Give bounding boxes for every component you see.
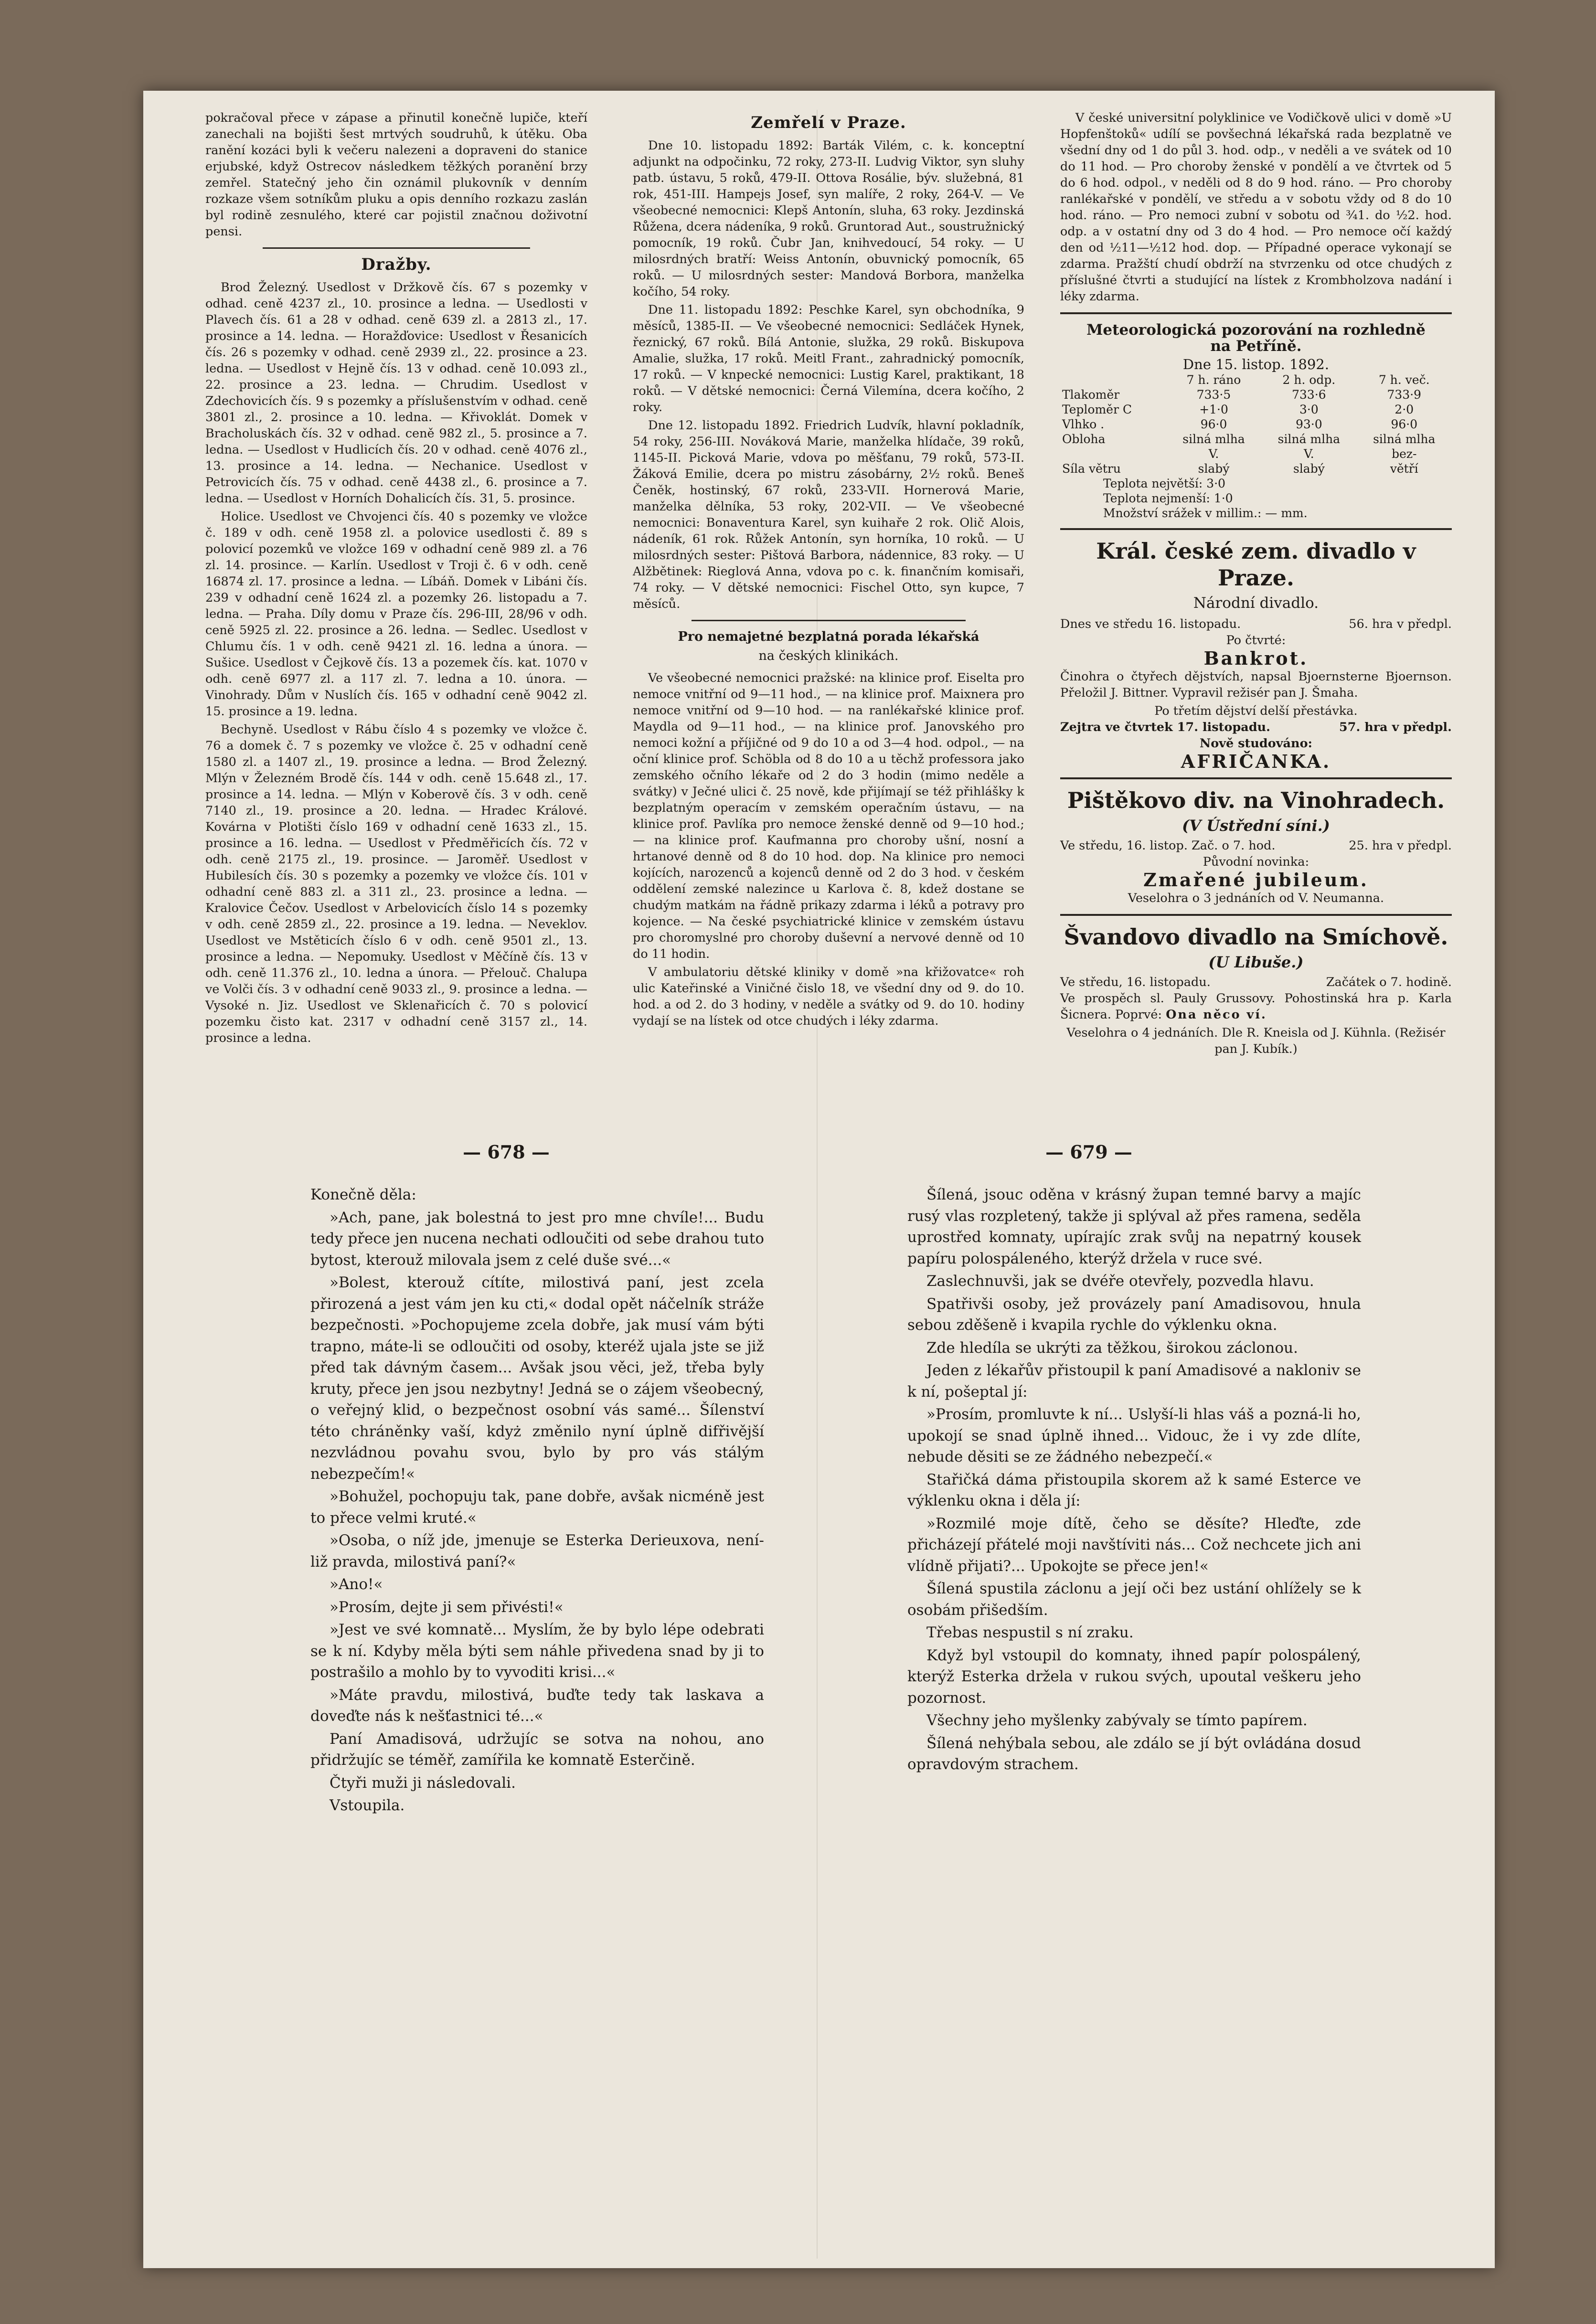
play-title-ona-neco-vi: Ona něco ví. — [1166, 1008, 1267, 1022]
meteo-cell: 733·6 — [1292, 388, 1326, 402]
theatre-performance-count: Po čtvrté: — [1226, 633, 1286, 647]
story-paragraph: Konečně děla: — [310, 1186, 416, 1203]
theatre-new-label: Původní novinka: — [1202, 855, 1309, 869]
auction-paragraph: Bechyně. Usedlost v Rábu číslo 4 s pozemky ve vložce č. 76 a domek č. 7 s pozemky ve vložce č. 25 v odhadní ceně 1580 zl. a 1407 zl., 19. prosince a ledna. — Brod Železný. Mlýn v Železném Brodě čís. 144 v odh. ceně 15.648 zl., 17. prosince a 14. ledna. — Mlýn v Koberově čís. 3 v odh. ceně 7140 zl., 19. prosince a 20. ledna. — Hradec Králové. Kovárna v Plotišti číslo 169 v odhadní ceně 1633 zl., 15. prosince a 16. ledna. — Usedlost v Předměřicích čís. 72 v odh. ceně 2175 zl., 19. prosince. — Jaroměř. Usedlost v Hubilesích čís. 30 s pozemky a pozemky ve vložce čís. 101 v odhadní ceně 883 zl. a 311 zl., 23. prosince a ledna. — Kralovice Čečov. Usedlost v Arbelovicích číslo 14 s pozemky v odh. ceně 2859 zl., 22. prosince a 19. ledna. — Neveklov. Usedlost ve Mstěticích číslo 6 v odh. ceně 9501 zl., 13. prosince a ledna. — Nepomuky. Usedlost v Měčíně čís. 13 v odh. ceně 11.376 zl., 10. ledna a února. — Přelouč. Chalupa ve Volči čís. 3 v odhadní ceně 9033 zl., 9. prosince a ledna. — Vysoké n. Jiz. Usedlost ve Sklenařicích č. 70 s polovicí pozemku čisto kat. 2317 v odhadní ceně 3157 zl., 14. prosince a ledna. — [205, 722, 587, 1045]
meteo-cell: 733·9 — [1387, 388, 1422, 402]
theatre-title-svanda: Švandovo divadlo na Smíchově. — [1064, 924, 1448, 950]
meteo-min-temp: Teplota nejmenší: 1·0 — [1103, 491, 1233, 505]
meteo-cell: V. — [1208, 447, 1219, 461]
meteo-row — [1060, 446, 1452, 461]
theatre-performance-no: 25. hra v předpl. — [1349, 838, 1452, 853]
column-left — [205, 110, 587, 1048]
auction-paragraph: Brod Železný. Usedlost v Držkově čís. 67 s pozemky v odhad. ceně 4237 zl., 10. prosince a ledna. — Usedlosti v Plavech čís. 61 a 28 v odhad. ceně 639 zl. a 2813 zl., 17. prosince a 14. ledna. — Horažďovice: Usedlost v Řesanicích čís. 26 s pozemky v odhad. ceně 2939 zl., 22. prosince a 23. ledna. — Usedlost v Hejně čís. 13 v odhad. ceně 10.093 zl., 22. prosince a 23. ledna. — Chrudim. Usedlost v Zdechovicích čís. 9 s pozemky a příslušenstvím v odhad. ceně 3801 zl., 2. prosince a 10. ledna. — Křivoklát. Domek v Bracholuskách čís. 32 v odhad. ceně 982 zl., 5. prosince a 7. ledna. — Usedlost v Hudlicích čís. 20 v odhad. ceně 4076 zl., 13. prosince a 14. ledna. — Nechanice. Usedlost v Petrovicích čís. 75 v odhad. ceně 4438 zl., 6. prosince a 7. ledna. — Usedlost v Horních Dohalicích čís. 31, 5. prosince. — [205, 280, 587, 506]
divider — [1060, 914, 1452, 916]
divider — [1060, 528, 1452, 530]
meteo-label: Vlhko . — [1062, 417, 1105, 431]
meteo-cell: +1·0 — [1199, 403, 1228, 416]
meteo-row — [1060, 417, 1452, 432]
story-paragraph: »Prosím, promluvte k ní... Uslyší-li hlas váš a pozná-li ho, upokojí se snad úplně ihned... Vidouc, že i vy zde dlíte, nebude děsiti se ze žádného nebezpečí.« — [907, 1406, 1361, 1465]
theatre-new-label: Nově studováno: — [1199, 736, 1313, 751]
divider — [1060, 312, 1452, 314]
meteo-cell: silná mlha — [1373, 432, 1436, 446]
play-description: Veselohra o 3 jednáních od V. Neumanna. — [1128, 891, 1384, 905]
meteo-rainfall: Množství srážek v millim.: — mm. — [1103, 506, 1308, 520]
meteo-row — [1060, 402, 1452, 417]
auction-heading: Dražby. — [361, 255, 432, 274]
theatre-title-national: Král. české zem. divadlo v Praze. — [1096, 538, 1416, 591]
meteo-cell: silná mlha — [1182, 432, 1245, 446]
theatre-date-row — [1060, 616, 1452, 632]
meteo-cell: 93·0 — [1296, 417, 1322, 431]
story-paragraph: »Bolest, kterouž cítíte, milostivá paní, jest zcela přirozená a jest vám jen ku cti,« dodal opět náčelník stráže bezpečnosti. »Pochopujeme zcela dobře, jak musí vám býti trapno, máte-li se odloučiti od osoby, kteréž ujala jste se již před tak dávným časem... Avšak jsou věci, jež, třeba byly kruty, přece jen jsou nezbytny! Jedná se o zájem všeobecný, o veřejný klid, o bezpečnost osobní vás samé... Šílenství této chráněnky vaší, kdyż změnilo nyní úplně difřivější nezvládnou povahu svou, bylo by pro vás stálým nebezpečím!« — [310, 1274, 764, 1483]
theatre-start-time: Začátek o 7. hodině. — [1326, 975, 1452, 989]
story-paragraph: Když byl vstoupil do komnaty, ihned papír polospálený, kterýž Esterka držela v rukou svých, upoutal veškeru jeho pozornost. — [907, 1646, 1361, 1707]
theatre-date: Ve středu, 16. listopadu. — [1060, 975, 1211, 989]
meteo-header-row — [1060, 372, 1452, 387]
meteo-cell: 733·5 — [1196, 388, 1231, 402]
meteo-label: Teploměr C — [1062, 403, 1132, 416]
theatre-date-row — [1060, 838, 1452, 854]
deaths-heading: Zemřelí v Praze. — [751, 113, 906, 132]
theatre-title-pistek: Pištěkovo div. na Vinohradech. — [1067, 787, 1445, 813]
play-description: Činohra o čtyřech dějstvích, napsal Bjoernsterne Bjoernson. Přeložil J. Bittner. Vypravil režisér pan J. Šmaha. — [1060, 669, 1452, 700]
page-number-right: — 679 — — [1045, 1141, 1132, 1163]
article-intro: pokračoval přece v zápase a přinutil konečně lupiče, kteří zanechali na bojišti šest mrtvých soudruhů, k útěku. Oba ranění kozáci byli k večeru nalezeni a dopraveni do stanice erjubské, když Ostrecov následkem těžkých poranění brzy zemřel. Statečný jeho čin oznámil plukovník v denním rozkaze všem sotníkům pluku a opis denního rozkazu zaslán byl rodině zesnulého, které car pojistil značnou doživotní pensi. — [205, 111, 587, 239]
meteo-col-header: 7 h. več. — [1378, 373, 1430, 387]
deaths-paragraph: Dne 12. listopadu 1892. Friedrich Ludvík, hlavní pokladník, 54 roky, 256-III. Nováková Marie, manželka hlídače, 39 roků, 1145-II. Picková Marie, vdova po měšťanu, 79 roků, 573-II. Žáková Emilie, dcera po mistru zásobárny, 2½ roků. Beneš Čeněk, hostinský, 67 roků, 233-VII. Hornerová Marie, manželka dělníka, 53 roky, 202-VII. — Ve všeobecné nemocnici: Bonaventura Karel, syn kuihaře 2 rok. Olič Alois, nádeník, 61 rok. Růžek Antonín, syn horníka, 10 roků. — U milosrdných sester: Pištová Barbora, nádennice, 83 roky. — U Alžbětinek: Rieglová Anna, vdova po c. k. finančním komisaři, 74 roky. — V dětské nemocnici: Fischel Otto, syn kupce, 7 měsíců. — [633, 418, 1024, 611]
page-number-left: — 678 — — [463, 1141, 550, 1163]
story-paragraph: »Bohužel, pochopuju tak, pane dobře, avšak nicméně jest to přece velmi kruté.« — [310, 1488, 764, 1527]
deaths-paragraph: Dne 11. listopadu 1892: Peschke Karel, syn obchodníka, 9 měsíců, 1385-II. — Ve všeobecné nemocnici: Sedláček Hynek, řeznický, 67 roků. Bílá Antonie, služka, 29 roků. Biskupova Amalie, služka, 17 roků. Meitl Frant., zahradnický pomocník, 17 roků. — V knpecké nemocnici: Lustig Karel, praktikant, 18 roků. — V dětské nemocnici: Černá Vilemína, dcera kočího, 2 roky. — [633, 303, 1024, 414]
play-title-africanka: AFRIČANKA. — [1181, 751, 1331, 772]
meteo-cell: 96·0 — [1391, 417, 1418, 431]
meteo-label: Obloha — [1062, 432, 1106, 446]
story-paragraph: »Máte pravdu, milostivá, buďte tedy tak laskava a doveďte nás k nešťastnici té...« — [310, 1686, 764, 1725]
story-paragraph: Vstoupila. — [330, 1797, 405, 1814]
meteo-title-2: na Petříně. — [1210, 338, 1302, 355]
meteo-cell: bez- — [1392, 447, 1417, 461]
meteo-col-header: 2 h. odp. — [1282, 373, 1336, 387]
theatre-date-row — [1060, 974, 1452, 990]
meteo-title: Meteorologická pozorování na rozhledně — [1086, 321, 1426, 339]
meteo-date: Dne 15. listop. 1892. — [1182, 356, 1330, 372]
story-paragraph: Paní Amadisová, udržujíc se sotva na nohou, ano přidržujíc se téměř, zamířila ke komnatě Esterčině. — [310, 1730, 764, 1769]
meteo-label: Tlakoměr — [1062, 388, 1120, 402]
newspaper-page — [143, 91, 1495, 2268]
meteo-cell: 2·0 — [1394, 403, 1414, 416]
deaths-paragraph: Dne 10. listopadu 1892: Barták Vilém, c. k. konceptní adjunkt na odpočinku, 72 roky, 273-II. Ludvig Viktor, syn sluhy patb. ústavu, 5 roků, 479-II. Ottova Rosálie, býv. služebná, 81 rok, 451-III. Hampejs Josef, syn malíře, 2 roky, 264-V. — Ve všeobecné nemocnici: Klepš Antonín, sluha, 63 roky. Jezdinská Růžena, dcera nádeníka, 9 roků. Gruntorad Aut., soustružnický pomocník, 19 roků. Čubr Jan, knihvedoucí, 54 roky. — U milosrdných bratří: Weiss Antonín, obuvnický pomocník, 65 roků. — U milosrdných sester: Mandová Borbora, manželka kočího, 54 roky. — [633, 138, 1024, 299]
meteo-max-temp: Teplota největší: 3·0 — [1103, 477, 1226, 490]
story-paragraph: Jeden z lékařův přistoupil k paní Amadisové a nakloniv se k ní, pošeptal jí: — [907, 1362, 1361, 1401]
theatre-performance-no: 56. hra v předpl. — [1349, 617, 1452, 631]
divider — [1060, 777, 1452, 779]
story-paragraph: Zaslechnuvši, jak se dvéře otevřely, pozvedla hlavu. — [926, 1273, 1314, 1290]
meteo-row — [1060, 387, 1452, 402]
clinic-paragraph: V ambulatoriu dětské kliniky v domě »na křižovatce« roh ulic Kateřinské a Viničné čislo 18, ve všední dny od 9. do 10. hod. a od 2. do 3 hodiny, v neděle a svátky od 9. do 10. hodiny vydají se na lístek od otce chudých i léky zdarma. — [633, 965, 1024, 1028]
story-paragraph: Čtyři muži ji následovali. — [330, 1774, 516, 1792]
play-description-text: Ve prospěch sl. Pauly Grussovy. Pohostinská hra p. Karla Šicnera. Poprvé: — [1060, 991, 1452, 1022]
theatre-date: Ve středu, 16. listop. Zač. o 7. hod. — [1060, 838, 1276, 853]
story-paragraph: Třebas nespustil s ní zraku. — [926, 1624, 1134, 1641]
column-right — [1060, 110, 1452, 1057]
story-paragraph: »Rozmilé moje dítě, čeho se děsíte? Hleďte, zde přicházejí přátelé moji navštíviti nás... Což nechcete jich ani vlídně přijati?... Upokojte se přece jen!« — [907, 1515, 1361, 1575]
meteo-col-header: 7 h. ráno — [1186, 373, 1241, 387]
clinic-paragraph: Ve všeobecné nemocnici pražské: na klinice prof. Eiselta pro nemoce vnitřní od 9—11 hod., — na klinice prof. Maixnera pro nemoce vnitřní od 9—10 hod. — na ranlékařské klinice prof. Maydla od 9—11 hod., — na klinice prof. Janovského pro nemoci kožní a příjičné od 9 do 10 a od 3—4 hod. odpol., — na oční klinice prof. Schöbla od 8 do 10 a u těchž professora jako zemského očního lékaře od 2 do 3 hodin (mimo neděle a svátky) v Ječné ulici č. 25 nově, kde přijímají se též přihlášky k bezplatným operacím v zemském operačním ústavu, — na klinice prof. Pavlíka pro nemoce ženské denně od 9—10 hod.; — na klinice prof. Kaufmanna pro choroby ušní, nosní a hrtanové denně od 8 do 10 hod. dop. Na klinice pro nemoci kojících, narozenců a kojenců denně od 2 do 3 hod. v českém oddělení zemské nalezince u Karlova č. 8, kdež dostane se chudým matkám na řádně prikazy zdarma i léků a potravy pro kojence. — Na české psychiatrické klinice v zemském ústavu pro choromyslné pro choroby duševní a nervové denně od 10 do 11 hodin. — [633, 671, 1024, 961]
meteo-cell: slabý — [1198, 462, 1230, 476]
clinic-subheading: na českých klinikách. — [758, 648, 899, 663]
theatre-date: Dnes ve středu 16. listopadu. — [1060, 617, 1241, 631]
story-paragraph: Zde hledíla se ukrýti za těžkou, širokou záclonou. — [926, 1339, 1298, 1357]
meteo-label: Síla větru — [1062, 462, 1121, 476]
story-paragraph: Všechny jeho myšlenky zabývaly se tímto papírem. — [926, 1712, 1308, 1729]
meteo-notes — [1060, 476, 1452, 520]
meteo-cell: slabý — [1293, 462, 1325, 476]
story-paragraph: Šílená spustila záclonu a její oči bez ustání ohlížely se k osobám přišedším. — [907, 1580, 1361, 1619]
theatre-subtitle: (U Libuše.) — [1208, 953, 1304, 971]
play-description: Veselohra o 4 jednáních. Dle R. Kneisla od J. Kühnla. (Režisér pan J. Kubík.) — [1066, 1026, 1446, 1056]
story-left — [310, 1184, 764, 1818]
story-paragraph: Spatřivši osoby, jež provázely paní Amadisovou, hnula sebou zděšeně i kvapila rychle do výklenku okna. — [907, 1295, 1361, 1334]
meteo-cell: 3·0 — [1299, 403, 1319, 416]
theatre-subtitle: (V Ústřední síni.) — [1182, 817, 1330, 835]
clinic-heading: Pro nemajetné bezplatná porada lékařská — [678, 629, 979, 644]
polyclinic-paragraph: V české universitní polyklinice ve Vodičkově ulici v domě »U Hopfenštoků« udílí se povšechná lékařská rada bezplatně ve všední dny od 1 do půl 3. hod. odp., v neděli a ve svátek od 10 do 11 hod. — Pro choroby ženské v pondělí a ve čtvrtek od 5 do 6 hod. odpol., v neděli od 8 do 9 hod. ráno. — Pro choroby ranlékařské v pondělí, ve středu a v sobotu vždy od 8 do 10 hod. ráno. — Pro nemoci zubní v sobotu od ¾1. do ½2. hod. odp. a v ostatní dny od 3 do 4 hod. — Pro nemoce očí každý den od ½11—½12 hod. dop. — Případné operace vykonají se zdarma. Pražští chudí obdrží na stvrzenku od otce chudých z příslušné čtvrti a studující na lístek z Krombholzova nadání i léky zdarma. — [1060, 111, 1452, 304]
meteo-table — [1060, 372, 1452, 476]
meteo-row — [1060, 461, 1452, 476]
story-paragraph: Stařičká dáma přistoupila skorem až k samé Esterce ve výklenku okna i děla jí: — [907, 1471, 1361, 1509]
meteo-cell: větří — [1390, 462, 1418, 476]
auction-paragraph: Holice. Usedlost ve Chvojenci čís. 40 s pozemky ve vložce č. 189 v odh. ceně 1958 zl. a polovice usedlosti č. 89 s polovicí pozemků ve vložce 169 v odhadní ceně 989 zl. a 76 zl. 14. prosince. — Karlín. Usedlost v Troji č. 6 v odh. ceně 16874 zl. 17. prosince a ledna. — Líbáň. Domek v Libáni čís. 239 v odhadní ceně 1624 zl. a pozemky 26. listopadu a 7. ledna. — Praha. Díly domu v Praze čís. 296-III, 28/96 v odh. ceně 5925 zl. 22. prosince a 26. ledna. — Sedlec. Usedlost v Chlumu čís. 1 v odh. ceně 9421 zl. 16. ledna a února. — Sušice. Usedlost v Čejkově čís. 13 a pozemek čís. kat. 1070 v odh. ceně 6977 zl. a 117 zl. 7. ledna a 10. února. — Vinohrady. Dům v Nuslích čís. 165 v odhadní ceně 9042 zl. 15. prosince a 19. ledna. — [205, 509, 587, 719]
theatre-tomorrow-row — [1060, 719, 1452, 735]
column-middle — [633, 110, 1024, 1031]
story-right — [907, 1184, 1361, 1777]
theatre-subtitle: Národní divadlo. — [1193, 594, 1319, 612]
play-note: Po třetím dějství delší přestávka. — [1154, 704, 1358, 718]
story-paragraph: »Osoba, o níž jde, jmenuje se Esterka Derieuxova, není-liž pravda, milostivá paní?« — [310, 1532, 764, 1571]
meteo-label — [1060, 446, 1166, 461]
story-paragraph: »Prosím, dejte ji sem přivésti!« — [330, 1598, 564, 1616]
play-title-bankrot: Bankrot. — [1203, 647, 1309, 669]
meteo-row — [1060, 432, 1452, 446]
meteo-cell: 96·0 — [1200, 417, 1227, 431]
meteo-cell: V. — [1304, 447, 1314, 461]
story-paragraph: »Ach, pane, jak bolestná to jest pro mne chvíle!... Budu tedy přece jen nucena nechati odloučiti od sebe drahou tuto bytost, kterouž milovala jsem z celé duše své...« — [310, 1209, 764, 1269]
theatre-tomorrow-no: 57. hra v předpl. — [1339, 720, 1452, 734]
story-paragraph: »Ano!« — [330, 1576, 383, 1593]
theatre-tomorrow-date: Zejtra ve čtvrtek 17. listopadu. — [1060, 720, 1271, 734]
play-title-jubileum: Zmařené jubileum. — [1143, 869, 1369, 891]
play-description — [1060, 990, 1452, 1023]
story-paragraph: Šílená, jsouc oděna v krásný župan temné barvy a majíc rusý vlas rozpletený, takže ji splýval až přes ramena, seděla uprostřed komnaty, upírajíc zrak svůj na nepatrný kousek papíru polospáleného, kterýž držela v ruce své. — [907, 1186, 1361, 1267]
divider — [263, 247, 530, 249]
meteo-cell: silná mlha — [1277, 432, 1341, 446]
story-paragraph: »Jest ve své komnatě... Myslím, že by bylo lépe odebrati se k ní. Kdyby měla býti sem náhle přivedena snad by ji to postrašilo a mohlo by to vyvoditi krisi...« — [310, 1621, 764, 1681]
divider — [692, 620, 966, 621]
story-paragraph: Šílená nehýbala sebou, ale zdálo se jí být ovládána dosud opravdovým strachem. — [907, 1734, 1361, 1773]
